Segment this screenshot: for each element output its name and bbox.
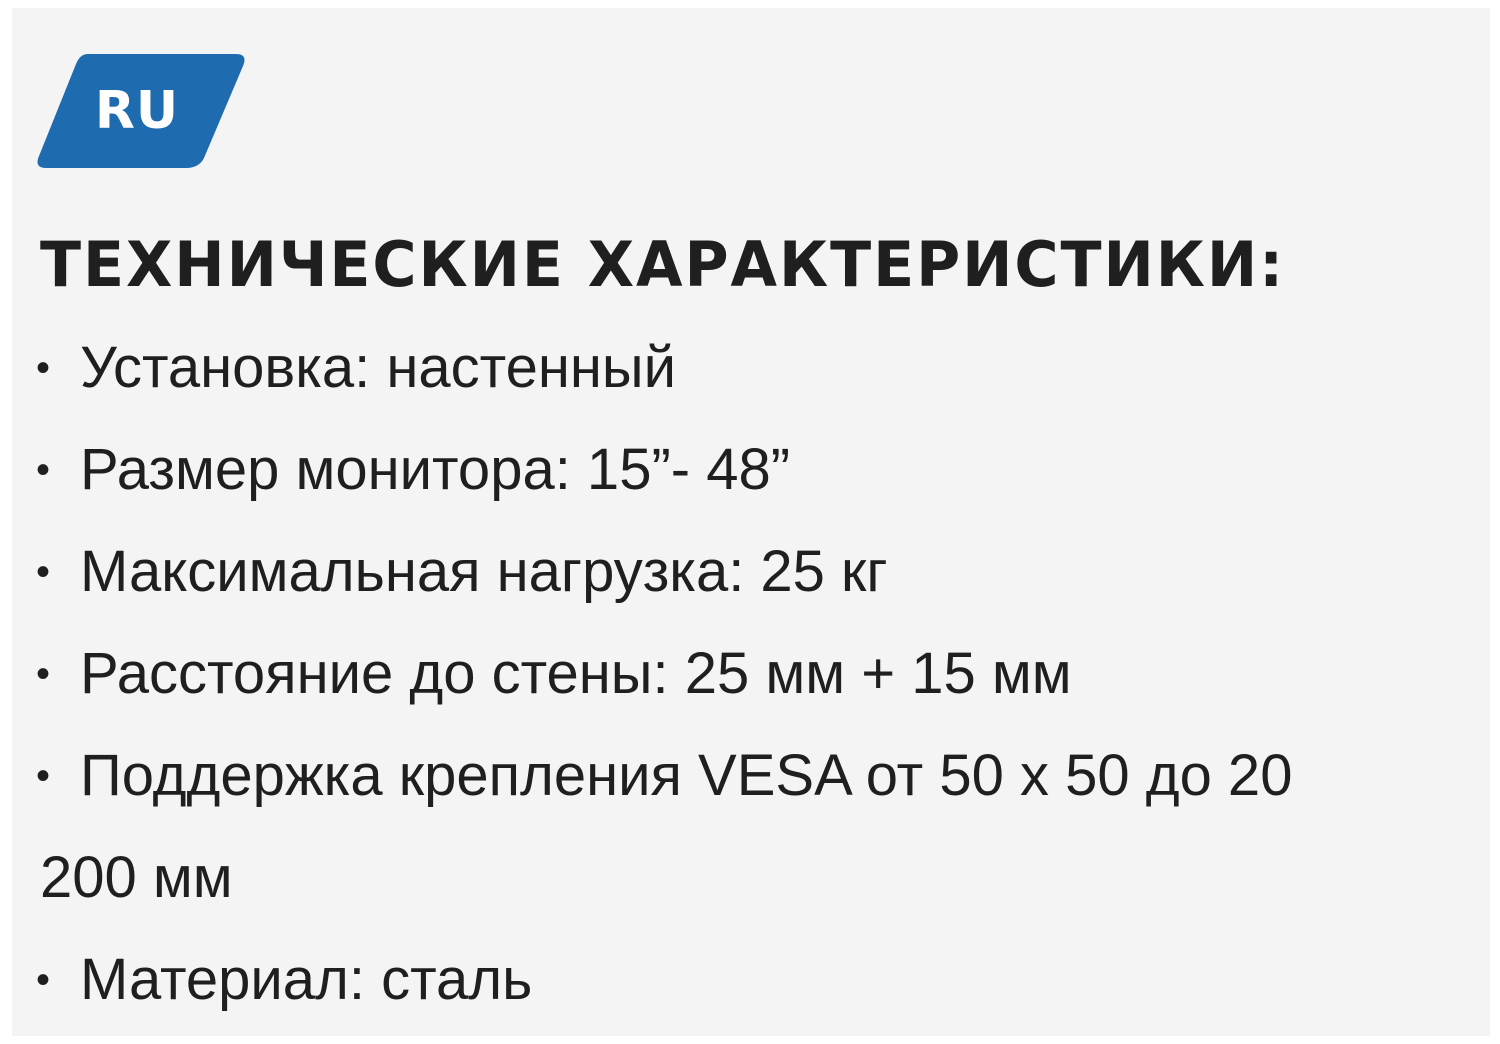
spec-text: Расстояние до стены: 25 мм + 15 мм: [80, 641, 1072, 706]
spec-title: ТЕХНИЧЕСКИЕ ХАРАКТЕРИСТИКИ:: [40, 228, 1286, 301]
spec-item-material: [36, 940, 1490, 1036]
spec-item-vesa: [36, 736, 1490, 838]
spec-sheet: [12, 8, 1490, 1036]
spec-item-wall-distance: [36, 634, 1490, 736]
bullet-icon: •: [36, 346, 51, 390]
bullet-icon: •: [36, 448, 51, 492]
language-badge: [36, 52, 246, 170]
spec-text: Материал: сталь: [80, 947, 533, 1012]
spec-list: [36, 328, 1490, 1036]
spec-text: Максимальная нагрузка: 25 кг: [80, 539, 888, 604]
spec-item-monitor-size: [36, 430, 1490, 532]
spec-text: Поддержка крепления VESA от 50 х 50 до 20: [80, 743, 1293, 808]
bullet-icon: •: [36, 958, 51, 1002]
language-code: RU: [94, 81, 180, 141]
bullet-icon: •: [36, 754, 51, 798]
spec-item-vesa-continuation: 200 мм: [40, 845, 233, 910]
bullet-icon: •: [36, 550, 51, 594]
bullet-icon: •: [36, 652, 51, 696]
spec-text: Размер монитора: 15”- 48”: [80, 437, 791, 502]
spec-item-installation: [36, 328, 1490, 430]
spec-text: Установка: настенный: [80, 335, 676, 400]
spec-item-max-load: [36, 532, 1490, 634]
